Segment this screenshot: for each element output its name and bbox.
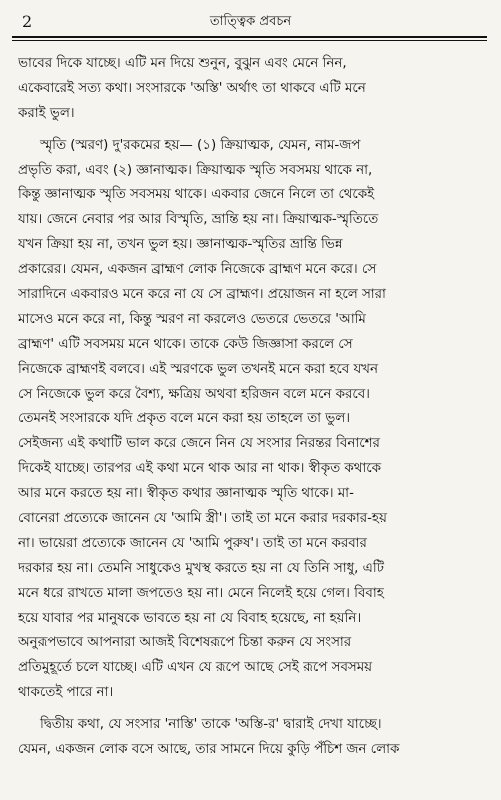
body-text xyxy=(18,52,485,763)
text-line: বোনেরা প্রত্যেকে জানেন যে 'আমি স্ত্রী'। তাই তা মনে করার দরকার-হয় xyxy=(18,511,387,527)
text-line: না। ভায়েরা প্রত্যেকে জানেন যে 'আমি পুরুষ'। তাই তা মনে করবার xyxy=(18,535,367,551)
text-line: কিন্তু জ্ঞানাত্মক স্মৃতি সবসময় থাকে। একবার জেনে নিলে তা থেকেই xyxy=(18,187,375,203)
text-line: আর মনে করতে হয় না। স্বীকৃত কথার জ্ঞানাত্মক স্মৃতি থাকে। মা- xyxy=(18,486,354,502)
text-line: সে নিজেকে ভুল করে বৈশ্য, ক্ষত্রিয় অথবা হরিজন বলে মনে করবে। xyxy=(18,386,370,402)
text-line: ভাবের দিকে যাচ্ছে। এটি মন দিয়ে শুনুন, বুঝুন এবং মেনে নিন, xyxy=(18,56,347,71)
text-line: করাই ভুল। xyxy=(18,105,75,121)
text-line: ব্রাহ্মণ' এটি সবসময় মনে থাকে। তাকে কেউ জিজ্ঞাসা করলে সে xyxy=(18,336,353,352)
text-line: যেমন, একজন লোক বসে আছে, তার সামনে দিয়ে কুড়ি পঁচিশ জন লোক xyxy=(18,742,400,758)
paragraph xyxy=(18,134,485,706)
text-line: প্রভৃতি করা, এবং (২) জ্ঞানাত্মক। ক্রিয়াত্মক স্মৃতি সবসময় থাকে না, xyxy=(18,162,373,178)
text-line: নিজেকে ব্রাহ্মণই বলবে। এই স্মরণকে ভুল তখনই মনে করা হবে যখন xyxy=(18,361,378,377)
header-rule-thin xyxy=(12,40,487,41)
text-line: দরকার হয় না। তেমনি সাধুকেও মুখস্থ করতে হয় না যে তিনি সাধু, এটি xyxy=(18,560,384,576)
text-line: মাসেও মনে করে না, কিন্তু স্মরণ না করলেও ভেতরে ভেতরে 'আমি xyxy=(18,311,366,327)
page-header xyxy=(22,12,479,34)
text-line: স্মৃতি (স্মরণ) দু'রকমের হয়— (১) ক্রিয়াত্মক, যেমন, নাম-জপ xyxy=(40,137,361,153)
header-rule-thick xyxy=(12,36,487,38)
text-line: তেমনই সংসারকে যদি প্রকৃত বলে মনে করা হয় তাহলে তা ভুল। xyxy=(18,411,351,427)
text-line: যায়। জেনে নেবার পর আর বিস্মৃতি, ভ্রান্তি হয় না। ক্রিয়াত্মক-স্মৃতিতে xyxy=(18,212,379,228)
text-line: প্রকারের। যেমন, একজন ব্রাহ্মণ লোক নিজেকে ব্রাহ্মণ মনে করে। সে xyxy=(18,262,377,278)
text-line: প্রতিমুহূর্তে চলে যাচ্ছে। এটি এখন যে রূপে আছে সেই রূপে সবসময় xyxy=(18,660,373,676)
text-line: দিকেই যাচ্ছে। তারপর এই কথা মনে থাক আর না থাক। স্বীকৃত কথাকে xyxy=(18,461,382,477)
text-line: একেবারেই সত্য কথা। সংসারকে 'অস্তি' অর্থাৎ তা থাকবে এটি মনে xyxy=(18,80,366,96)
text-line: থাকতেই পারে না। xyxy=(18,685,114,701)
paragraph-gap xyxy=(18,127,485,134)
text-line: মনে ধরে রাখতে মালা জপতেও হয় না। মেনে নিলেই হয়ে গেল। বিবাহ xyxy=(18,585,384,601)
text-line: হয়ে যাবার পর মানুষকে ভাবতে হয় না যে বিবাহ হয়েছে, না হয়নি। xyxy=(18,610,362,626)
running-title: তাত্ত্বিক প্রবচন xyxy=(209,14,292,29)
text-line: অনুরূপভাবে আপনারা আজই বিশেষরূপে চিন্তা করুন যে সংসার xyxy=(18,635,352,651)
text-line: সেইজন্য এই কথাটি ভাল করে জেনে নিন যে সংসার নিরন্তর বিনাশের xyxy=(18,436,380,452)
paragraph xyxy=(18,52,485,127)
paragraph-gap xyxy=(18,706,485,713)
page-number: 2 xyxy=(22,12,33,31)
text-line: সারাদিনে একবারও মনে করে না যে সে ব্রাহ্মণ। প্রয়োজন না হলে সারা xyxy=(18,287,386,303)
text-line: যখন ক্রিয়া হয় না, তখন ভুল হয়। জ্ঞানাত্মক-স্মৃতির ভ্রান্তি ভিন্ন xyxy=(18,237,343,253)
text-line: দ্বিতীয় কথা, যে সংসার 'নাস্তি' তাকে 'অস্তি-র' দ্বারাই দেখা যাচ্ছে। xyxy=(40,717,382,733)
paragraph xyxy=(18,713,485,763)
